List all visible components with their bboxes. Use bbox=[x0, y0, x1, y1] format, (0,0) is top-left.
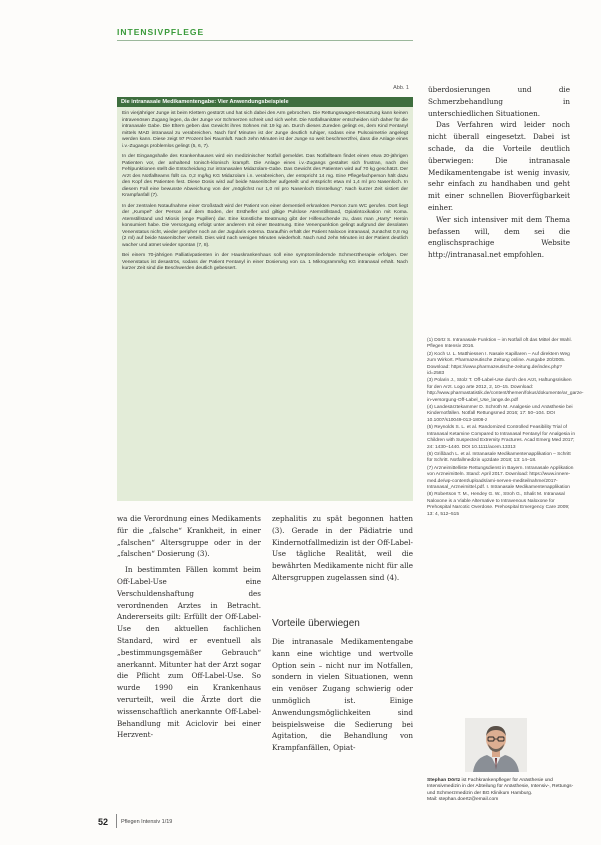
author-photo bbox=[465, 718, 527, 772]
box-title: Die intranasale Medikamentengabe: Vier Anwendungsbeispiele bbox=[117, 97, 413, 107]
reference-item: (6) Grißbach L. et al. Intranasale Medikamentenapplikation – Schritt für Schritt. Notfallmedizin up2date 2018; 13: 14–18. bbox=[427, 451, 571, 464]
section-title: INTENSIVPFLEGE bbox=[117, 27, 205, 37]
box-paragraph: Ein vierjähriger Junge ist beim Klettern gestürzt und hat sich dabei den Arm gebrochen. Die Rettungswagen-Besatzung kann keinen intravenösen Zugang legen, da der Junge vor Schmerzen schreit und sich wehrt. Die Notfallsanitäter entscheiden sich daher für die intranasale Gabe. Die Eltern geben das Gewicht ihres Sohnes mit 19 kg an. Durch dieses Zureden gelingt es, dem Kind Fentanyl mittels MAD intranasal zu verabreichen. Nach fünf Minuten ist der Junge deutlich ruhiger, sodass eine Pulsoximetrie angelegt werden kann. Diese zeigt 97 Prozent bei Raumluft. Nach zehn Minuten ist der Junge so weit beschmerzfrei, dass die Anlage eines i.v.-Zugangs problemlos gelingt (5, 6, 7). bbox=[122, 111, 408, 149]
box-paragraph: In der Eingangshalle des Krankenhauses wird ein medizinischer Notfall gemeldet. Das Notfallteam findet einen etwa 20-jährigen Patienten vor, der anhaltend tonisch-klonisch krampft. Die Anlage eines i.v.-Zugangs gestaltet sich frustran, nach drei Fehlpunktionen stellt die Entscheidung zur intranasalen Midazolam-Gabe. Das Gewicht des Patienten wird auf 70 kg geschätzt. Der Arzt des Notfallteams füllt ca. 0,2 mg/kg KG Midazolam i.n. verabreichen, der entspricht 14 mg. Eine Pflegefachperson hält dazu den Kopf des Patienten fest. Diese Dosis wird auf beide Nasenlöcher aufgeteilt und entspricht etwa ml 1,4 ml pro Nasenloch. In diesem Fall eine bewusste Abweichung von der „möglichst nur 1,0 ml pro Nasenloch Einstellung“. Nach kurzer Zeit sistiert der Krampfanfall (7). bbox=[122, 154, 408, 198]
reference-item: (7) Arzneimittelliste Rettungsdienst in Bayern. Intranasale Applikation von Arzneimitteln. Stand: April 2017. Download: https://www.innere-med.de/wp-content/uploads/ami-nerven-mediteilnahme/2017-Intranasal_Arzneimittel.pdf. I. Intranasale Medikamentenapplikation bbox=[427, 465, 574, 490]
section-rule bbox=[117, 40, 413, 41]
reference-item: (3) Polarin J., Stolz T. Off-Label-Use durch den Arzt, Haftungsrisiken für den Arzt. Logo arte 2012, 2, 10–15. Download: http://www.pharmastatistik.de/content/themen/fokus/dokumente/ar_garze-in-versorgung-Off-Label_Use_lange.de.pdf bbox=[427, 378, 584, 403]
body-paragraph: zephalitis zu spät begonnen hatten (3). Gerade in der Pädiatrie und Kindernotfallmedizin ist der Off-Label-Use tägliche Realität, weil die bewährten Medikamente nicht für alle Altersgruppen zugelassen sind (4). bbox=[272, 514, 413, 582]
figure-label: Abb. 1 bbox=[393, 85, 409, 91]
author-bio: ist Fachkrankenpfleger für Anästhesie und Intensivmedizin in der Abteilung für Anästhesie, Intensiv-, Rettungs- und Schmerzmedizin der BG Klinikum Hamburg. bbox=[427, 778, 574, 796]
author-name: Stephan Dörtz bbox=[427, 778, 461, 783]
author-email: Mail: stephan.doertz@email.com bbox=[427, 796, 499, 802]
reference-item: (4) Landesärztekammer D. Schroth M. Analgesie und Anästhesie bei Kindernotfällen. Notfall Rettungsmed 2016; 17: 50–104. DOI 10.1007/s10049-013-1808-z bbox=[427, 405, 573, 423]
author-portrait-icon bbox=[465, 718, 527, 772]
body-paragraph: überdosierungen und die Schmerzbehandlung in unterschiedlichen Situationen. bbox=[428, 85, 570, 118]
journal-name: Pflegen Intensiv 1/19 bbox=[121, 819, 173, 825]
body-paragraph: Die intranasale Medikamentengabe kann eine wichtige und wertvolle Option sein – nicht nur im Notfallen, sondern in vielen Situationen, wenn ein venöser Zugang schwierig oder unmöglich ist. Einige Anwendungsmöglichkeiten sind beispielsweise die Sedierung bei Agitation, die Behandlung von Krampfanfällen, Opiat- bbox=[272, 637, 413, 753]
column-middle-top bbox=[272, 513, 413, 584]
footer-rule bbox=[116, 814, 117, 828]
body-paragraph: Das Verfahren wird leider noch nicht überall eingesetzt. Dabei ist schade, da die Vorteile deutlich überwiegen: Die intranasale Medikamentengabe ist wenig invasiv, sehr einfach zu handhaben und geht mit einer schnellen Bioverfügbarkeit einher. bbox=[428, 120, 570, 212]
reference-item: (1) Dörtz S. Intranasale Funktion – im Notfall oft das Mittel der Wahl. Pflegen Intensiv 2016. bbox=[427, 338, 572, 350]
section-heading: Vorteile überwiegen bbox=[272, 618, 360, 629]
reference-item: (8) Robertson T. M., Hendey G. W., Stroh G., Shalit M. Intranasal Naloxone is a Viable Alternative to Intravenous Naloxone for Prehospital Narcotic Overdose. Prehospital Emergency Care 2009; 13: 4, 512–515 bbox=[427, 492, 570, 517]
reference-list bbox=[427, 338, 584, 519]
author-caption bbox=[427, 778, 577, 803]
box-paragraph: In der zentralen Notaufnahme einer Großstadt wird der Patient von einer dementiell erkrankten Person zum WC gerufen. Dort liegt der „Kumpel“ der Person auf dem Boden, der Ersthelfer und giltige Pulslose Atemstillstand, Opiatintoxikation mit Koma. Atemstillstand und Miosis (enge Pupillen) dar. Eine künstliche Beatmung gibt der Hilfesuchende zu, dass man „Harry“ Heroin konsumiert habe. Die Versorgung erfolgt unter anderem mit einer Beatmung. Eine Venenpunktion gelingt aufgrund der desolaten Venenstatus nicht, wieder peripher noch an der Jugularis externa. Daraufhin erhält der Patient Naloxon intranasal, zunächst 0,8 mg (2 ml) auf beide Nasenlöcher verteilt. Dies wird nach wenigen Minuten wiederholt. Nach rund zehn Minuten ist der Patient deutlich wacher und atmet wieder spontan (7, 8). bbox=[122, 203, 408, 248]
body-paragraph: wa die Verordnung eines Medikaments für die „falsche“ Krankheit, in einer „falschen“ Altersgruppe oder in der „falschen“ Dosierung (3). bbox=[117, 514, 261, 559]
column-right bbox=[428, 84, 570, 261]
column-middle-bottom bbox=[272, 636, 413, 754]
reference-item: (5) Reynolds S. L. et al. Randomized Controlled Feasibility Trial of Intranasal Ketamine Compared to Intranasal Fentanyl for Analgesia in Children with Suspected Extremity Fractures. Acad Emerg Med 2017; 24: 1430–1440. DOI 10.1111/acem.13313 bbox=[427, 425, 575, 450]
body-paragraph: In bestimmten Fällen kommt beim Off-Label-Use eine Verschuldenshaftung des verordnenden Arztes in Betracht. Andererseits gilt: Erfüllt der Off-Label-Use den aktuellen fachlichen Standard, wird er eventuell als „bestimmungsgemäßer Gebrauch“ anerkannt. Mitunter hat der Arzt sogar die Pflicht zum Off-Label-Use. So wurde 1990 ein Krankenhaus verurteilt, weil die Ärzte dort die wissenschaftlich anerkannte Off-Label-Behandlung mit Aciclovir bei einer Herzvent- bbox=[117, 565, 261, 740]
info-box bbox=[117, 85, 413, 501]
body-paragraph: Wer sich intensiver mit dem Thema befassen will, dem sei die englischsprachige Website http://intranasal.net empfohlen. bbox=[428, 214, 570, 260]
box-paragraph: Bei einem 70-jährigen Palliativpatienten in der Hauskrankenhaus soll eine symptomlindernde Schmerztherapie erfolgen. Der Venenstatus ist desaströs, sodass der Patient Fentanyl in einer Dosierung von ca. 1 Mikrogramm/kg KG intranasal erhält. Nach kurzer Zeit sind die Beschwerden deutlich gebessert. bbox=[122, 253, 408, 271]
column-left bbox=[117, 513, 261, 741]
page-number: 52 bbox=[98, 817, 109, 827]
reference-item: (2) Koch U. L. Matthiessen I. Nasale Kapillaren – Auf direktem Weg zum Wirkort. Pharmazeutische Zeitung online. Ausgabe 20/2005. Download: https://www.pharmazeutische-zeitung.de/index.php?id=2583 bbox=[427, 351, 570, 377]
